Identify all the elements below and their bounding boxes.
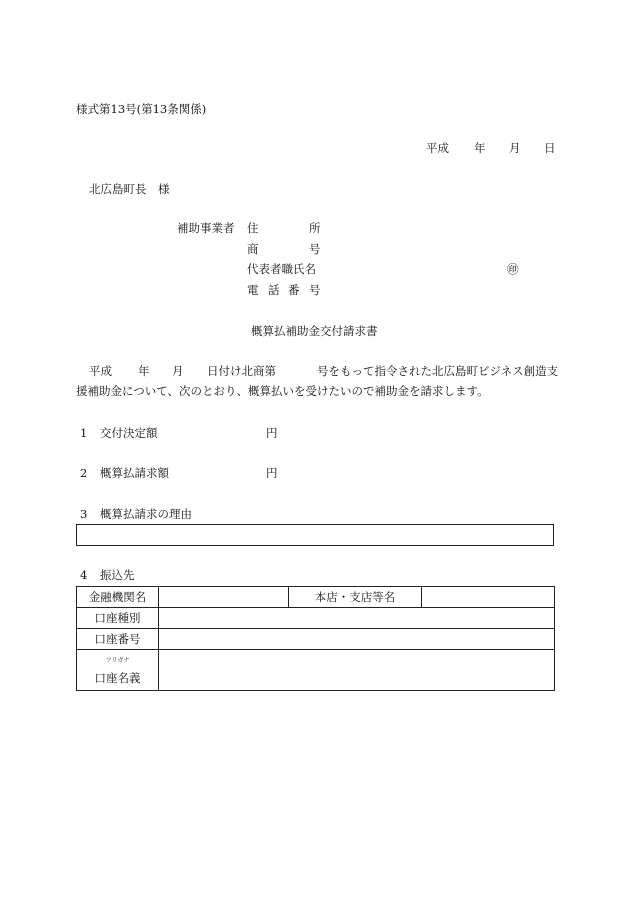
trade-label-char-1: 商 (247, 242, 259, 256)
item-1-label: 交付決定額 (100, 426, 158, 440)
address-label-char-2: 所 (309, 221, 321, 235)
document-title: 概算払補助金交付請求書 (251, 324, 378, 338)
account-number-field[interactable] (159, 629, 555, 650)
reason-box[interactable] (76, 524, 554, 546)
bank-row (77, 587, 555, 608)
item-2-unit: 円 (266, 466, 278, 480)
date-era: 平成 (426, 141, 449, 155)
item-3-number: 3 (80, 507, 88, 521)
phone-label-char-2: 話 (268, 283, 280, 297)
account-holder-label: 口座名義 (94, 670, 141, 685)
item-1-unit: 円 (266, 426, 278, 440)
branch-name-label: 本店・支店等名 (289, 587, 422, 608)
account-type-label: 口座種別 (77, 608, 159, 629)
account-type-field[interactable] (159, 608, 555, 629)
address-label-char-1: 住 (247, 221, 259, 235)
body-month-unit: 月 (172, 364, 184, 378)
date-month-unit: 月 (509, 141, 521, 155)
body-reference-suffix: 号をもって指令された北広島町ビジネス創造支 (317, 364, 559, 378)
body-year-unit: 年 (138, 364, 150, 378)
date-year-unit: 年 (474, 141, 486, 155)
bank-name-field[interactable] (159, 587, 289, 608)
trade-label-char-2: 号 (309, 242, 321, 256)
account-holder-cell (77, 650, 159, 691)
phone-label-char-3: 番 (288, 283, 300, 297)
date-day-unit: 日 (544, 141, 556, 155)
body-era: 平成 (89, 364, 112, 378)
item-4-label: 振込先 (100, 568, 135, 582)
item-1-number: 1 (80, 426, 88, 440)
account-number-row (77, 629, 555, 650)
branch-name-field[interactable] (422, 587, 555, 608)
item-3-label: 概算払請求の理由 (100, 507, 192, 521)
addressee: 北広島町長 様 (89, 182, 170, 196)
furigana-label: フリガナ (105, 656, 130, 664)
body-reference-prefix: 日付け北商第 (207, 364, 276, 378)
item-2-label: 概算払請求額 (100, 466, 169, 480)
form-number: 様式第13号(第13条関係) (76, 102, 207, 116)
item-4-number: 4 (80, 568, 88, 582)
seal-mark: ㊞ (507, 262, 519, 276)
account-number-label: 口座番号 (77, 629, 159, 650)
bank-transfer-table (76, 586, 555, 691)
account-type-row (77, 608, 555, 629)
account-holder-field[interactable] (159, 650, 555, 691)
item-2-number: 2 (80, 466, 88, 480)
phone-label-char-4: 号 (309, 283, 321, 297)
account-holder-row (77, 650, 555, 691)
representative-label: 代表者職氏名 (247, 262, 316, 276)
phone-label-char-1: 電 (247, 283, 259, 297)
body-second-line: 援補助金について、次のとおり、概算払いを受けたいので補助金を請求します。 (76, 384, 489, 398)
applicant-heading: 補助事業者 (177, 221, 235, 235)
bank-name-label: 金融機関名 (77, 587, 159, 608)
